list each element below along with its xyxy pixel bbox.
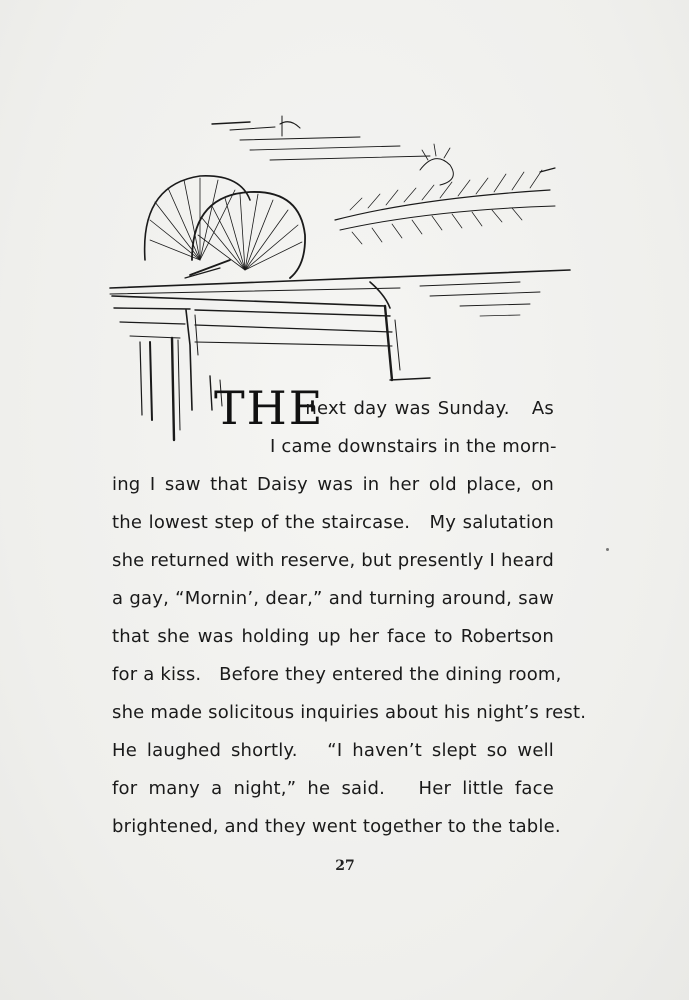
text-line-2: I came downstairs in the morn- bbox=[270, 436, 557, 457]
text-line-11: for many a night,” he said. Her little face bbox=[112, 778, 554, 799]
text-line-12: brightened, and they went together to the table. bbox=[112, 816, 561, 837]
page-number: 27 bbox=[335, 858, 355, 874]
text-line-1: next day was Sunday. As bbox=[298, 398, 554, 419]
text-line-7: that she was holding up her face to Robertson bbox=[112, 626, 554, 647]
text-line-4: the lowest step of the staircase. My salutation bbox=[112, 512, 554, 533]
drop-cap: THE bbox=[214, 381, 325, 435]
text-line-3: ing I saw that Daisy was in her old place, on bbox=[112, 474, 554, 495]
text-line-9: she made solicitous inquiries about his night’s rest. bbox=[112, 702, 587, 723]
text-line-5: she returned with reserve, but presently I heard bbox=[112, 550, 554, 571]
text-line-10: He laughed shortly. “I haven’t slept so well bbox=[112, 740, 554, 761]
paper-speck bbox=[606, 548, 609, 551]
text-line-6: a gay, “Mornin’, dear,” and turning around, saw bbox=[112, 588, 554, 609]
text-line-8: for a kiss. Before they entered the dining room, bbox=[112, 664, 562, 685]
